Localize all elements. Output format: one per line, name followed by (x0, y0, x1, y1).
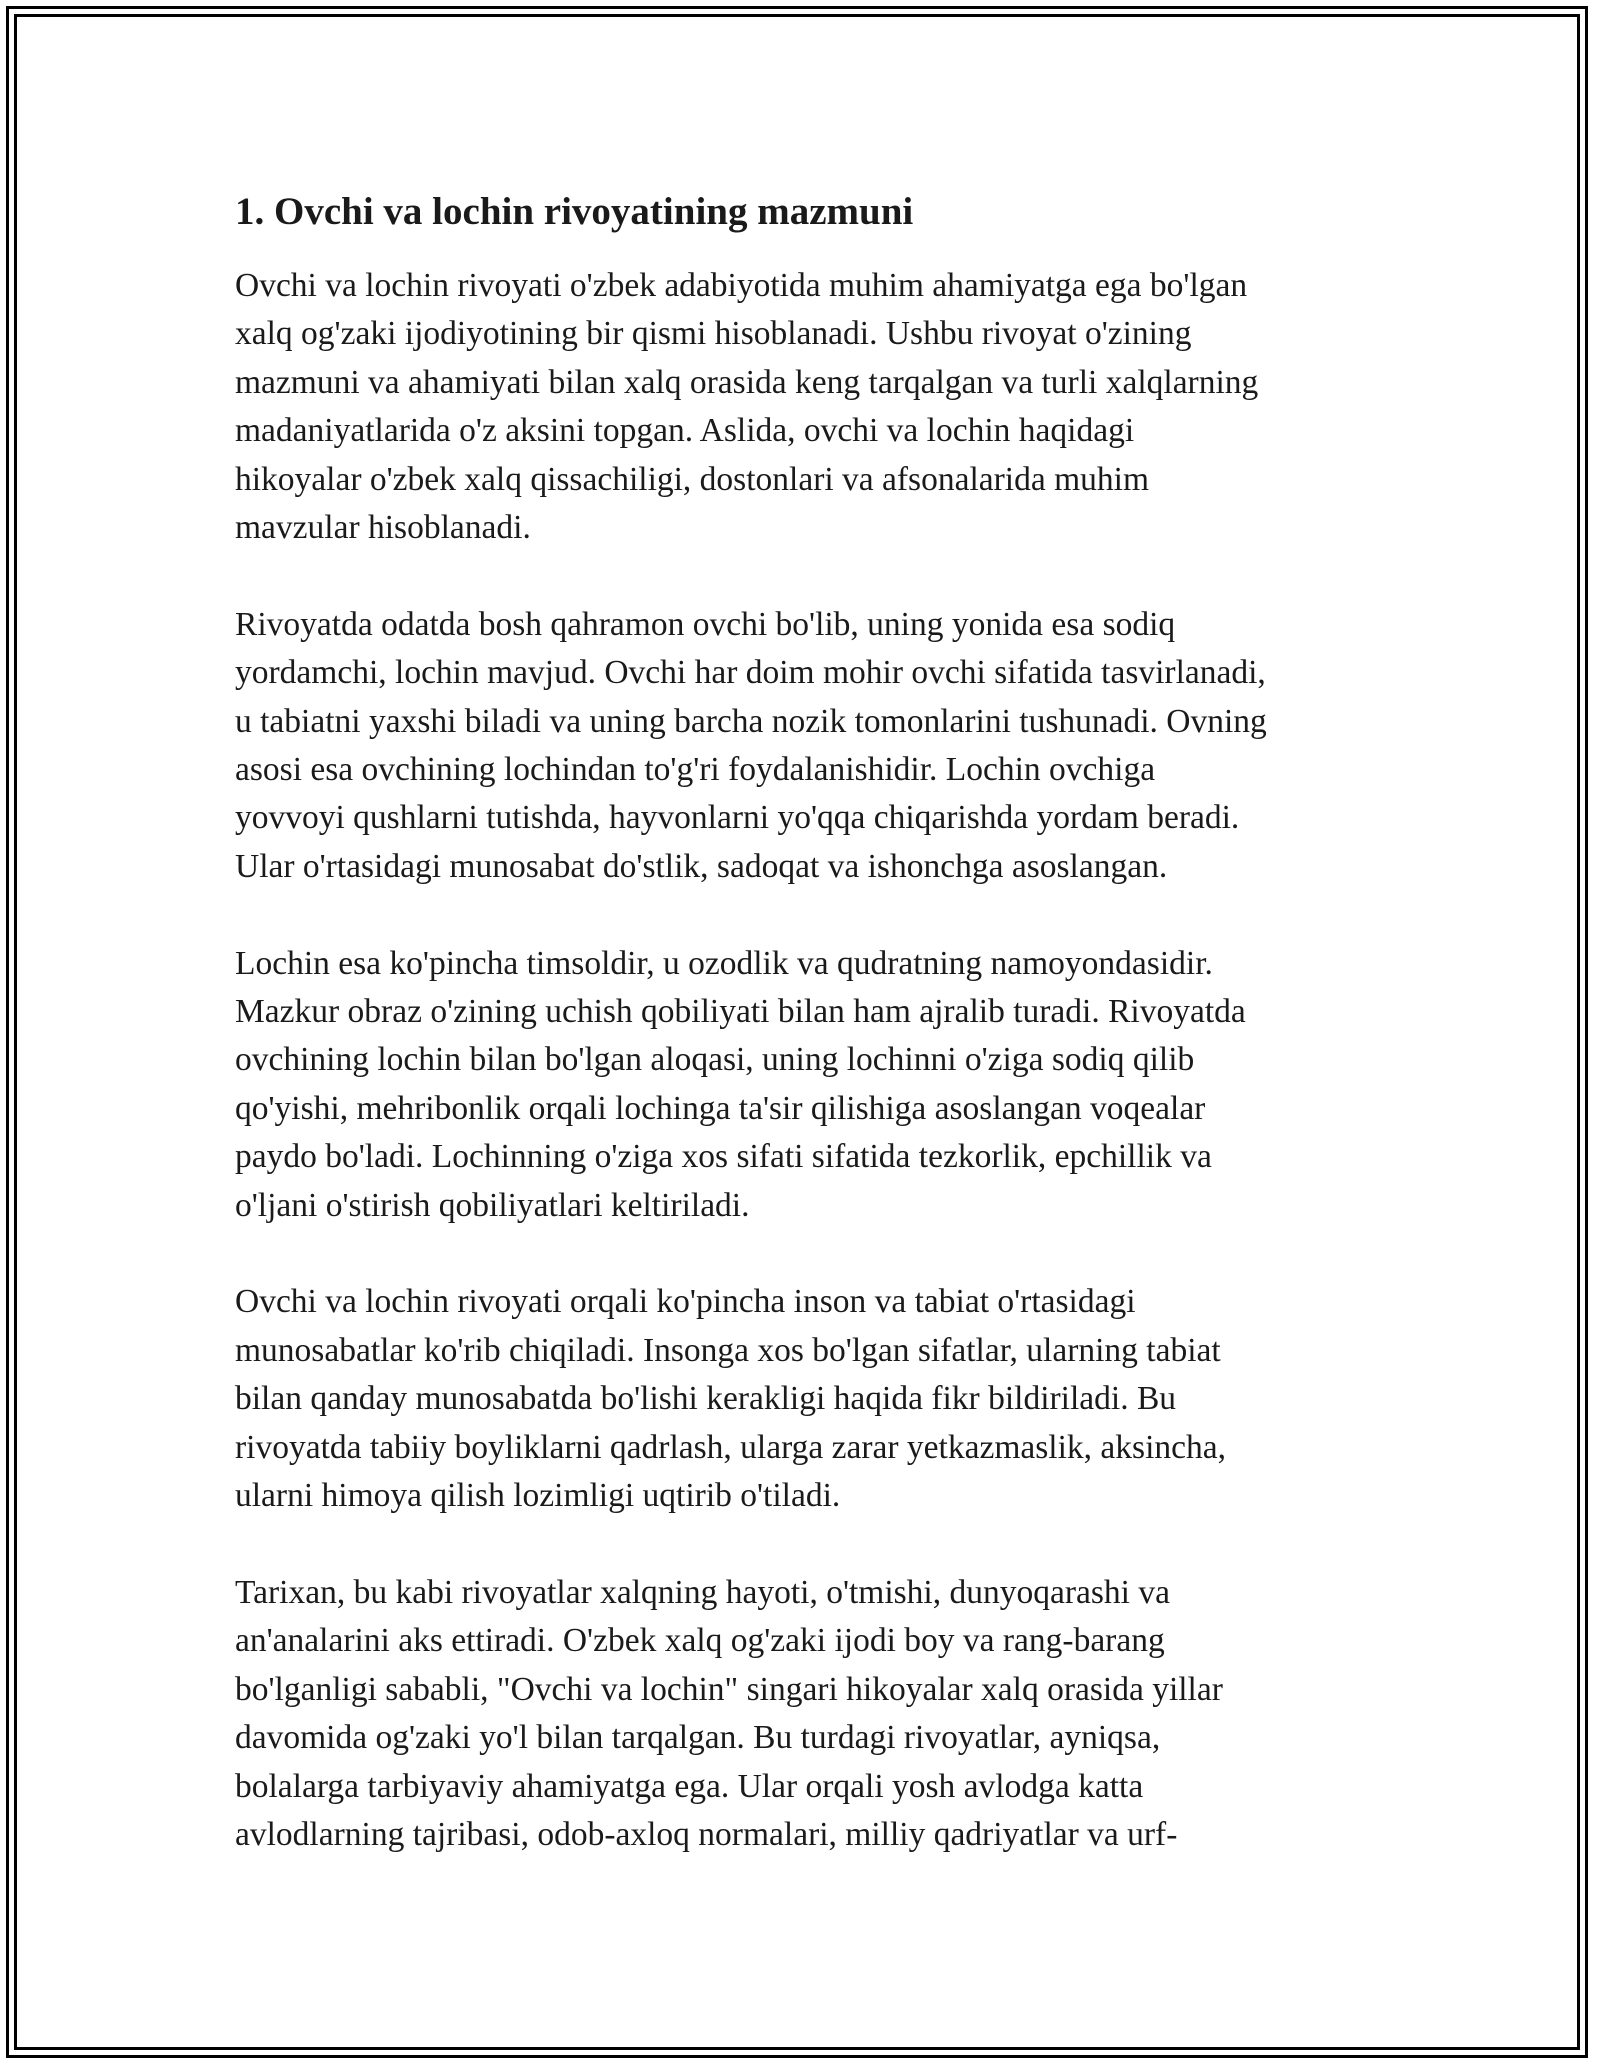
paragraph-3: Lochin esa ko'pincha timsoldir, u ozodlik va qudratning namoyondasidir. Mazkur obraz o'zining uchish qobiliyati bilan ham ajralib turadi. Rivoyatda ovchining lochin bilan bo'lgan aloqasi, uning lochinni o'ziga sodiq qilib qo'yishi, mehribonlik orqali lochinga ta'sir qilishiga asoslangan voqealar paydo bo'ladi. Lochinning o'ziga xos sifati sifatida tezkorlik, epchillik va o'ljani o'stirish qobiliyatlari keltiriladi. (235, 944, 1246, 1224)
document-body (235, 180, 1395, 1908)
paragraph-5: Tarixan, bu kabi rivoyatlar xalqning hayoti, o'tmishi, dunyoqarashi va an'analarini aks ettiradi. O'zbek xalq og'zaki ijodi boy va rang-barang bo'lganligi sababli, "Ovchi va lochin" singari hikoyalar xalq orasida yillar davomida og'zaki yo'l bilan tarqalgan. Bu turdagi rivoyatlar, ayniqsa, bolalarga tarbiyaviy ahamiyatga ega. Ular orqali yosh avlodga katta avlodlarning tajribasi, odob-axloq normalari, milliy qadriyatlar va urf- (235, 1573, 1223, 1853)
section-heading: 1. Ovchi va lochin rivoyatining mazmuni (235, 190, 914, 233)
paragraph-4: Ovchi va lochin rivoyati orqali ko'pincha inson va tabiat o'rtasidagi munosabatlar ko'rib chiqiladi. Insonga xos bo'lgan sifatlar, ularning tabiat bilan qanday munosabatda bo'lishi kerakligi haqida fikr bildiriladi. Bu rivoyatda tabiiy boyliklarni qadrlash, ularga zarar yetkazmaslik, aksincha, ularni himoya qilish lozimligi uqtirib o'tiladi. (235, 1283, 1226, 1515)
paragraph-1: Ovchi va lochin rivoyati o'zbek adabiyotida muhim ahamiyatga ega bo'lgan xalq og'zaki ijodiyotining bir qismi hisoblanadi. Ushbu rivoyat o'zining mazmuni va ahamiyati bilan xalq orasida keng tarqalgan va turli xalqlarning madaniyatlarida o'z aksini topgan. Aslida, ovchi va lochin haqidagi hikoyalar o'zbek xalq qissachiligi, dostonlari va afsonalarida muhim mavzular hisoblanadi. (235, 267, 1259, 547)
paragraph-2: Rivoyatda odatda bosh qahramon ovchi bo'lib, uning yonida esa sodiq yordamchi, lochin mavjud. Ovchi har doim mohir ovchi sifatida tasvirlanadi, u tabiatni yaxshi biladi va uning barcha nozik tomonlarini tushunadi. Ovning asosi esa ovchining lochindan to'g'ri foydalanishidir. Lochin ovchiga yovvoyi qushlarni tutishda, hayvonlarni yo'qqa chiqarishda yordam beradi. Ular o'rtasidagi munosabat do'stlik, sadoqat va ishonchga asoslangan. (235, 605, 1267, 885)
